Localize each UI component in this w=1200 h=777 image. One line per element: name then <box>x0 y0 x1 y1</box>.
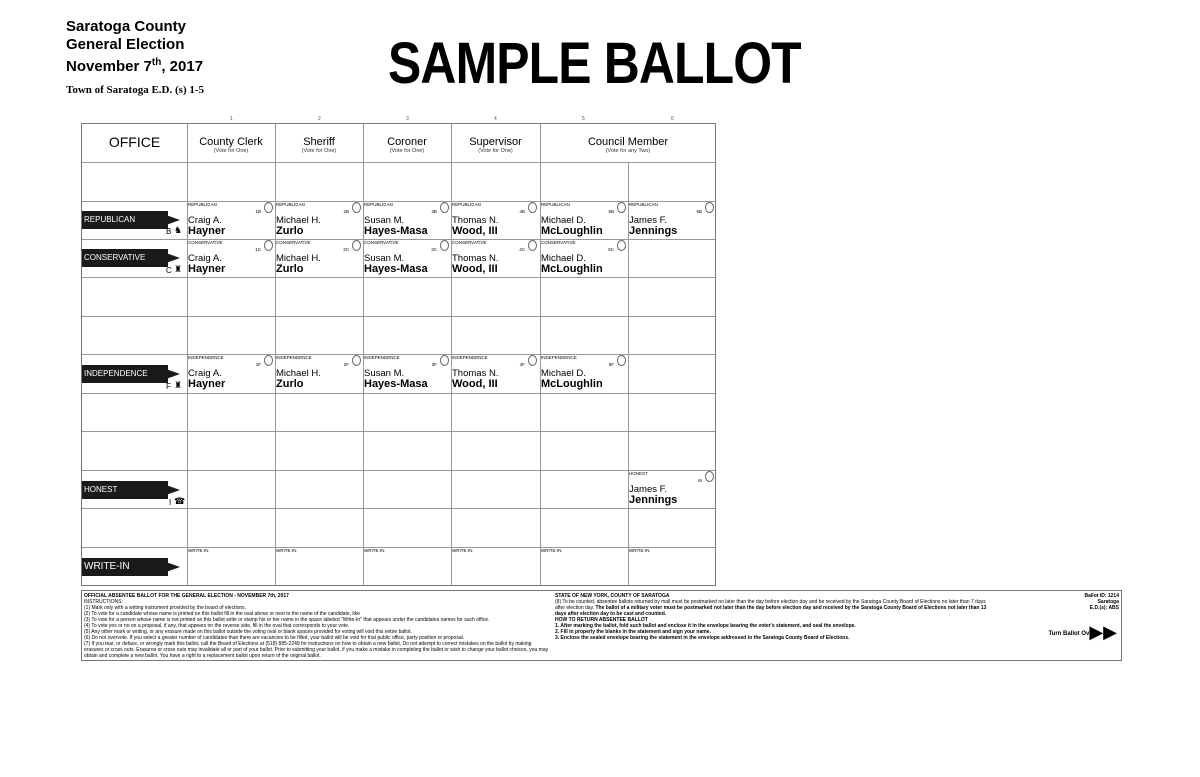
candidate-cell[interactable]: CONSERVATIVE 2C Michael H. Zurlo <box>275 239 363 277</box>
ballot-instructions <box>81 590 1122 661</box>
column-number: 4 <box>494 116 497 122</box>
vote-oval[interactable] <box>352 202 361 213</box>
write-in-cell[interactable]: WRITE-IN <box>629 548 650 553</box>
office-county-clerk: County Clerk (Vote for One) <box>199 136 263 154</box>
office-header: OFFICE <box>108 134 161 150</box>
double-arrow-icon: ▶▶ <box>1089 622 1117 642</box>
ballot-header <box>66 18 203 76</box>
party-letter: C <box>166 266 172 275</box>
vote-oval[interactable] <box>528 240 537 251</box>
county-name: Saratoga County <box>66 18 187 35</box>
bell-icon: ♜ <box>174 380 183 390</box>
phone-icon: ☎ <box>174 496 186 506</box>
vote-oval[interactable] <box>617 202 626 213</box>
candidate-cell[interactable]: CONSERVATIVE 3C Susan M. Hayes-Masa <box>363 239 451 277</box>
candidate-cell[interactable]: CONSERVATIVE 5C Michael D. McLoughlin <box>540 239 628 277</box>
election-name: General Election <box>66 36 185 53</box>
write-in-cell[interactable]: WRITE-IN <box>188 548 209 553</box>
party-letter: B <box>166 227 172 236</box>
vote-oval[interactable] <box>440 240 449 251</box>
column-number: 1 <box>230 116 233 122</box>
party-label-honest: HONEST <box>82 481 168 499</box>
candidate-cell[interactable]: REPUBLICAN 6B James F. Jennings <box>628 201 716 239</box>
town-districts: Town of Saratoga E.D. (s) 1-5 <box>66 84 205 96</box>
instructions-left: OFFICIAL ABSENTEE BALLOT FOR THE GENERAL ELECTION - NOVEMBER 7th, 2017 INSTRUCTIONS: (1) Mark only with a writing instrument provided by the board of elections. (2) To vote for a candidate whose name is printed on this ballot fill in the oval above or next to the name of the candidate, like (3) To vote for a person whose name is not printed on this ballot write or stamp his or her name in the space labeled "Write-In" that appears under the candidates names for such office. (4) To vote yes or no on a proposal, if any, that appears on the reverse side, fill in the oval that corresponds to your vote. (5) Any other mark or writing, or any erasure made on this ballot outside the voting oval or blank spaces provided for voting will void this entire ballot. (6) Do not overvote. If you select a greater number of candidates than there are vacancies to be filled, your ballot will be void for that public office, party position or proposal. (7) If you tear, or deface, or wrongly mark this ballot, call the Board of Elections at (518) 885-2249 for instructions on how to obtain a new ballot. Do not attempt to correct mistakes on the ballot by making erasures or cross outs. Erasures or cross outs may invalidate all or part of your ballot. Prior to submitting your ballot, if you make a mistake in completing the ballot or wish to change your ballot choices, you may obtain and complete a new ballot. You have a right to a replacement ballot upon return of the original ballot. <box>84 593 549 659</box>
vote-oval[interactable] <box>264 202 273 213</box>
candidate-cell[interactable]: REPUBLICAN 2B Michael H. Zurlo <box>275 201 363 239</box>
statue-icon: ♜ <box>174 264 183 274</box>
elephant-icon: ♞ <box>174 225 183 235</box>
office-coroner: Coroner (Vote for One) <box>387 136 427 154</box>
write-in-cell[interactable]: WRITE-IN <box>364 548 385 553</box>
column-number: 3 <box>406 116 409 122</box>
party-label-independence: INDEPENDENCE <box>82 365 168 383</box>
ballot-grid <box>81 116 716 586</box>
office-council-member: Council Member (Vote for any Two) <box>587 136 669 154</box>
vote-oval[interactable] <box>705 471 714 482</box>
column-number: 6 <box>671 116 674 122</box>
election-date: November 7th, 2017 <box>66 57 204 75</box>
office-supervisor: Supervisor (Vote for One) <box>469 136 522 154</box>
candidate-cell[interactable]: INDEPENDENCE 2F Michael H. Zurlo <box>275 354 363 392</box>
vote-oval[interactable] <box>528 355 537 366</box>
candidate-cell[interactable]: HONEST 6I James F. Jennings <box>628 470 716 508</box>
pointing-hand-icon <box>166 215 180 225</box>
ballot-id: Ballot ID: 1214 Saratoga E.D.(s): ABS <box>1084 593 1119 611</box>
office-sheriff: Sheriff (Vote for One) <box>301 136 337 154</box>
candidate-cell[interactable]: REPUBLICAN 1B Craig A. Hayner <box>187 201 275 239</box>
candidate-cell[interactable]: INDEPENDENCE 4F Thomas N. Wood, III <box>451 354 539 392</box>
candidate-cell[interactable]: INDEPENDENCE 3F Susan M. Hayes-Masa <box>363 354 451 392</box>
pointing-hand-icon <box>166 562 180 572</box>
vote-oval[interactable] <box>440 355 449 366</box>
instructions-right: STATE OF NEW YORK, COUNTY OF SARATOGA (8) To be counted, absentee ballots returned by mail must be postmarked no later than the day before election day and be received by the Saratoga County Board of Elections no later than 7 days after election day. The ballot of a military voter must be postmarked not later than the day before election day and received by the Saratoga County Board of Elections not later than 13 days after election day to be cast and counted. HOW TO RETURN ABSENTEE BALLOT 1. After marking the ballot, fold such ballot and enclose it in the envelope bearing the voter's statement, and seal the envelope. 2. Fill in properly the blanks in the statement and sign your name. 3. Enclose the sealed envelope bearing the statement in the envelope addressed to the Saratoga County Board of Elections. <box>555 593 987 641</box>
pointing-hand-icon <box>166 369 180 379</box>
write-in-cell[interactable]: WRITE-IN <box>452 548 473 553</box>
column-number: 5 <box>582 116 585 122</box>
candidate-cell[interactable]: REPUBLICAN 3B Susan M. Hayes-Masa <box>363 201 451 239</box>
column-number: 2 <box>318 116 321 122</box>
candidate-cell[interactable]: CONSERVATIVE 4C Thomas N. Wood, III <box>451 239 539 277</box>
turn-over-text: Turn Ballot Over <box>1048 631 1095 637</box>
vote-oval[interactable] <box>352 355 361 366</box>
vote-oval[interactable] <box>617 355 626 366</box>
page-title: SAMPLE BALLOT <box>388 31 801 96</box>
party-label-conservative: CONSERVATIVE <box>82 249 168 267</box>
party-label-republican: REPUBLICAN <box>82 211 168 229</box>
vote-oval[interactable] <box>264 355 273 366</box>
party-letter: I <box>169 498 172 507</box>
vote-oval[interactable] <box>528 202 537 213</box>
write-in-cell[interactable]: WRITE-IN <box>276 548 297 553</box>
vote-oval[interactable] <box>617 240 626 251</box>
candidate-cell[interactable]: REPUBLICAN 5B Michael D. McLoughlin <box>540 201 628 239</box>
vote-oval[interactable] <box>440 202 449 213</box>
write-in-cell[interactable]: WRITE-IN <box>541 548 562 553</box>
candidate-cell[interactable]: INDEPENDENCE 5F Michael D. McLoughlin <box>540 354 628 392</box>
candidate-cell[interactable]: CONSERVATIVE 1C Craig A. Hayner <box>187 239 275 277</box>
vote-oval[interactable] <box>264 240 273 251</box>
pointing-hand-icon <box>166 253 180 263</box>
vote-oval[interactable] <box>705 202 714 213</box>
vote-oval[interactable] <box>352 240 361 251</box>
party-letter: F <box>166 382 171 391</box>
candidate-cell[interactable]: REPUBLICAN 4B Thomas N. Wood, III <box>451 201 539 239</box>
pointing-hand-icon <box>166 485 180 495</box>
candidate-cell[interactable]: INDEPENDENCE 1F Craig A. Hayner <box>187 354 275 392</box>
party-label-write-in: WRITE-IN <box>82 558 168 576</box>
